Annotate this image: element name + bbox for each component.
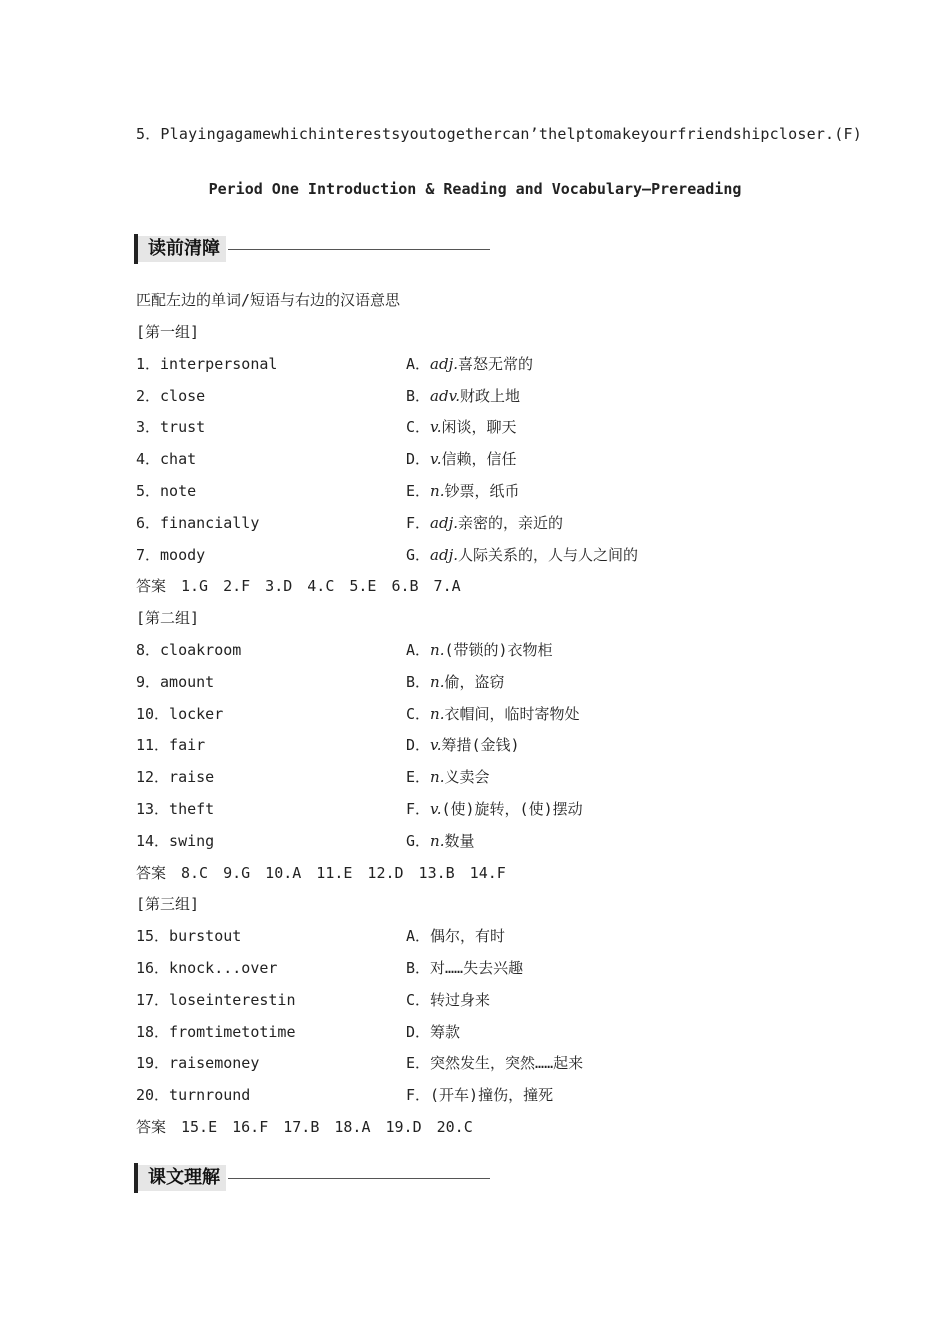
- section-rule: [228, 249, 490, 250]
- answer-text: 答案 8.C 9.G 10.A 11.E 12.D 13.B 14.F: [136, 863, 506, 882]
- group-label-text: [第三组]: [136, 895, 200, 914]
- option-letter: E．: [406, 482, 431, 500]
- vocab-term: 6．financially: [136, 513, 260, 532]
- vocab-meaning: [406, 448, 517, 470]
- vocab-term: 11．fair: [136, 736, 206, 755]
- vocab-meaning: [406, 957, 523, 979]
- part-of-speech: v.: [430, 800, 442, 818]
- vocab-term: 12．raise: [136, 768, 215, 787]
- period-title: Period One Introduction & Reading and Vocabulary—Prereading: [208, 180, 742, 198]
- meaning-text: 闲谈，聊天: [441, 418, 517, 437]
- answer-text: 答案 1.G 2.F 3.D 4.C 5.E 6.B 7.A: [136, 577, 461, 596]
- meaning-text: 转过身来: [430, 990, 491, 1009]
- meaning-text: 偶尔，有时: [430, 927, 506, 946]
- meaning-text: 喜怒无常的: [458, 354, 534, 373]
- meaning-text: 衣帽间，临时寄物处: [444, 704, 580, 723]
- vocab-term: 8．cloakroom: [136, 641, 242, 659]
- vocab-meaning: [406, 544, 638, 566]
- meaning-text: 偷，盗窃: [444, 672, 505, 691]
- part-of-speech: n.: [430, 831, 445, 850]
- meaning-text: (带锁的)衣物柜: [444, 641, 553, 659]
- section-header-prereading: [134, 234, 490, 264]
- vocab-term: 3．trust: [136, 418, 206, 437]
- vocab-term: 16．knock...over: [136, 959, 278, 977]
- vocab-meaning: [406, 925, 505, 947]
- part-of-speech: adj.: [430, 513, 458, 532]
- section-header-comprehension: [134, 1163, 490, 1193]
- section-title: 课文理解: [138, 1165, 226, 1191]
- meaning-text: 钞票，纸币: [444, 482, 520, 500]
- part-of-speech: adj.: [430, 545, 458, 564]
- option-letter: B．: [406, 959, 431, 977]
- vocab-term: 1．interpersonal: [136, 354, 278, 373]
- option-letter: F．: [406, 513, 431, 532]
- meaning-text: 财政上地: [460, 386, 521, 405]
- vocab-meaning: [406, 1084, 553, 1106]
- option-letter: F．: [406, 1086, 431, 1105]
- option-letter: C．: [406, 990, 431, 1009]
- part-of-speech: v.: [430, 736, 442, 755]
- group-label-text: [第二组]: [136, 609, 200, 628]
- section-title: 读前清障: [138, 236, 226, 262]
- option-letter: D．: [406, 736, 431, 755]
- meaning-text: 筹款: [430, 1022, 461, 1041]
- option-letter: B．: [406, 672, 431, 691]
- vocab-term: 10．locker: [136, 704, 224, 723]
- vocab-term: 2．close: [136, 386, 206, 405]
- vocab-meaning: [406, 989, 490, 1011]
- meaning-text: 信赖，信任: [441, 450, 517, 469]
- meaning-text: 筹措(金钱): [441, 736, 520, 755]
- option-letter: A．: [406, 641, 431, 659]
- vocab-term: 15．burstout: [136, 927, 242, 946]
- vocab-term: 20．turnround: [136, 1086, 251, 1105]
- option-letter: F．: [406, 800, 431, 818]
- vocab-meaning: [406, 830, 474, 852]
- meaning-text: 人际关系的，人与人之间的: [458, 545, 639, 564]
- meaning-text: 对……失去兴趣: [430, 959, 524, 977]
- option-letter: D．: [406, 450, 431, 469]
- part-of-speech: adj.: [430, 354, 458, 373]
- option-letter: D．: [406, 1022, 431, 1041]
- vocab-meaning: [406, 639, 553, 661]
- vocab-meaning: [406, 480, 519, 502]
- option-letter: C．: [406, 418, 431, 437]
- part-of-speech: n.: [430, 641, 445, 659]
- vocab-meaning: [406, 385, 520, 407]
- meaning-text: (使)旋转，(使)摆动: [441, 800, 583, 818]
- vocab-meaning: [406, 766, 489, 788]
- vocab-meaning: [406, 1021, 460, 1043]
- answer-text: 答案 15.E 16.F 17.B 18.A 19.D 20.C: [136, 1118, 473, 1136]
- option-letter: G．: [406, 545, 431, 564]
- option-letter: C．: [406, 704, 431, 723]
- part-of-speech: n.: [430, 704, 445, 723]
- vocab-meaning: [406, 734, 520, 756]
- option-letter: A．: [406, 354, 431, 373]
- part-of-speech: n.: [430, 768, 445, 787]
- meaning-text: (开车)撞伤，撞死: [430, 1086, 554, 1105]
- vocab-term: 7．moody: [136, 545, 206, 564]
- vocab-meaning: [406, 416, 517, 438]
- vocab-term: 9．amount: [136, 672, 215, 691]
- meaning-text: 义卖会: [444, 768, 490, 787]
- instruction: 匹配左边的单词/短语与右边的汉语意思: [136, 291, 401, 309]
- meaning-text: 突然发生，突然……起来: [430, 1054, 584, 1073]
- option-letter: E．: [406, 1054, 431, 1073]
- vocab-meaning: [406, 512, 563, 534]
- option-letter: B．: [406, 386, 431, 405]
- vocab-term: 19．raisemoney: [136, 1054, 260, 1073]
- meaning-text: 亲密的，亲近的: [458, 513, 564, 532]
- vocab-meaning: [406, 1052, 583, 1074]
- option-letter: E．: [406, 768, 431, 787]
- vocab-term: 17．loseinterestin: [136, 990, 296, 1009]
- vocab-meaning: [406, 703, 579, 725]
- part-of-speech: v.: [430, 418, 442, 437]
- part-of-speech: v.: [430, 450, 442, 469]
- option-letter: G．: [406, 831, 431, 850]
- meaning-text: 数量: [444, 831, 475, 850]
- option-letter: A．: [406, 927, 431, 946]
- vocab-meaning: [406, 353, 533, 375]
- intro-item: 5．Playingagamewhichinterestsyoutogethercan’thelptomakeyourfriendshipcloser.(F): [136, 125, 862, 143]
- vocab-term: 18．fromtimetotime: [136, 1022, 296, 1041]
- vocab-term: 5．note: [136, 482, 197, 500]
- vocab-term: 4．chat: [136, 450, 197, 469]
- vocab-meaning: [406, 671, 504, 693]
- vocab-term: 13．theft: [136, 800, 215, 818]
- section-rule: [228, 1178, 490, 1179]
- part-of-speech: n.: [430, 672, 445, 691]
- group-label-text: [第一组]: [136, 323, 200, 341]
- part-of-speech: adv.: [430, 386, 461, 405]
- part-of-speech: n.: [430, 482, 445, 500]
- vocab-meaning: [406, 798, 583, 820]
- vocab-term: 14．swing: [136, 831, 215, 850]
